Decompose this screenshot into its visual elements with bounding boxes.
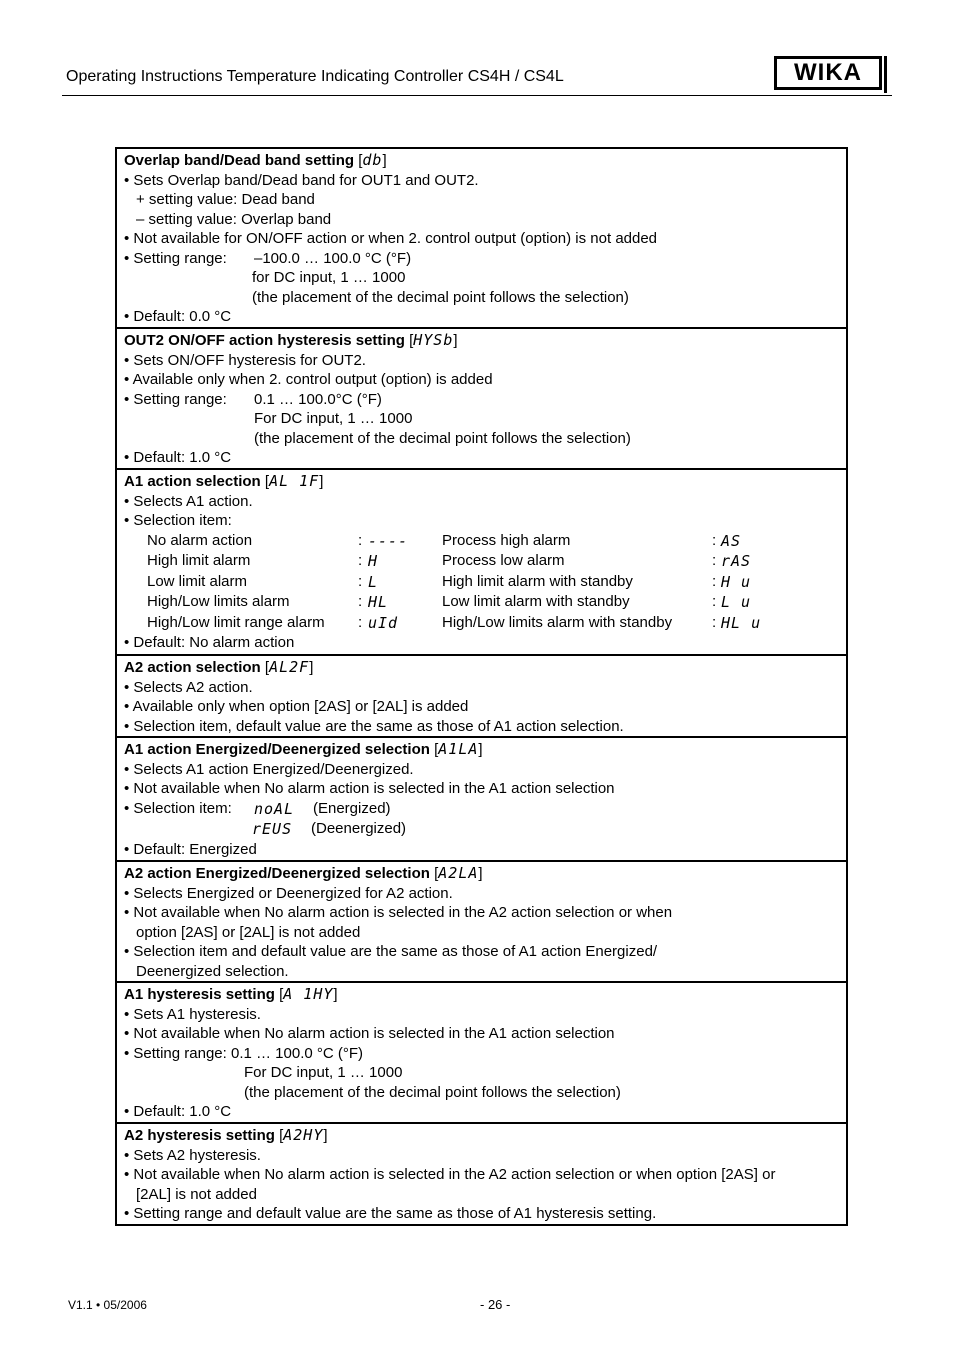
- line: for DC input, 1 … 1000: [252, 269, 406, 286]
- document-header-title: Operating Instructions Temperature Indicating Controller CS4H / CS4L: [66, 68, 564, 85]
- line: [2AL] is not added: [136, 1185, 257, 1203]
- line: For DC input, 1 … 1000: [254, 410, 413, 427]
- segment-code: A2LA: [438, 864, 479, 882]
- section-title: A2 action Energized/Deenergized selection [A2LA]: [124, 864, 483, 882]
- line: • Selects Energized or Deenergized for A2 action.: [124, 884, 453, 902]
- line: • Sets Overlap band/Dead band for OUT1 and OUT2.: [124, 171, 479, 189]
- line: (the placement of the decimal point follows the selection): [244, 1083, 621, 1101]
- segment-code: AL 1F: [269, 472, 320, 490]
- section-a2-hysteresis: [117, 1122, 846, 1224]
- section-out2-hysteresis: [117, 327, 846, 468]
- segment-code: HYSb: [413, 331, 454, 349]
- wika-logo: WIKA: [774, 56, 882, 90]
- line: • Selects A1 action Energized/Deenergized.: [124, 760, 414, 778]
- line: • Available only when option [2AS] or [2AL] is added: [124, 698, 469, 715]
- line: • Selects A1 action.: [124, 492, 253, 510]
- section-title: A1 action Energized/Deenergized selection [A1LA]: [124, 740, 483, 758]
- line: – setting value: Overlap band: [136, 210, 332, 228]
- version-label: V1.1 • 05/2006: [68, 1298, 147, 1312]
- segment-code: A2HY: [283, 1126, 324, 1144]
- segment-code: db: [362, 151, 383, 169]
- line: • Not available when No alarm action is selected in the A2 action selection or when option [2AS] or: [124, 1166, 776, 1183]
- line: • Available only when 2. control output (option) is added: [124, 371, 493, 388]
- segment-code: noAL: [254, 799, 295, 818]
- line: • Sets A1 hysteresis.: [124, 1005, 261, 1023]
- line: • Selection item and default value are the same as those of A1 action Energized/: [124, 943, 658, 960]
- alarm-option-row: Low limit alarm : L High limit alarm with standby : H u: [147, 572, 752, 591]
- line: • Default: No alarm action: [124, 634, 295, 651]
- section-a2-energized-selection: [117, 860, 846, 981]
- line: • Sets ON/OFF hysteresis for OUT2.: [124, 351, 366, 369]
- line: • Default: 1.0 °C: [124, 449, 232, 466]
- line: For DC input, 1 … 1000: [244, 1064, 403, 1081]
- section-title: Overlap band/Dead band setting [db]: [124, 151, 387, 169]
- segment-code: HL: [368, 593, 389, 611]
- line: (the placement of the decimal point follows the selection): [254, 429, 631, 447]
- header-rule: [62, 95, 892, 96]
- line: • Default: 1.0 °C: [124, 1103, 232, 1120]
- segment-code: rAS: [721, 552, 752, 570]
- section-title: OUT2 ON/OFF action hysteresis setting [HYSb]: [124, 331, 458, 349]
- line: • Selection item:: [124, 512, 232, 529]
- line: + setting value: Dead band: [136, 191, 315, 208]
- section-title: A1 hysteresis setting [A 1HY]: [124, 985, 338, 1003]
- line: option [2AS] or [2AL] is not added: [136, 923, 361, 941]
- segment-code: H: [368, 552, 379, 570]
- line: • Setting range: 0.1 … 100.0°C (°F): [124, 390, 382, 408]
- segment-code: L u: [721, 593, 752, 611]
- section-a1-action-selection: [117, 468, 846, 654]
- section-a1-energized-selection: [117, 736, 846, 860]
- line: • Selection item: noAL (Energized): [124, 799, 391, 818]
- line: • Default: Energized: [124, 840, 257, 858]
- section-overlap-dead-band: [117, 149, 846, 327]
- alarm-option-row: High/Low limits alarm : HL Low limit alarm with standby : L u: [147, 593, 752, 611]
- line: • Not available when No alarm action is selected in the A2 action selection or when: [124, 904, 673, 921]
- segment-code: uId: [368, 613, 399, 632]
- section-a1-hysteresis: [117, 981, 846, 1122]
- segment-code: AS: [721, 531, 742, 550]
- line: • Sets A2 hysteresis.: [124, 1146, 261, 1164]
- line: • Selection item, default value are the same as those of A1 action selection.: [124, 717, 624, 735]
- section-a2-action-selection: [117, 654, 846, 736]
- line: rEUS (Deenergized): [252, 820, 407, 838]
- section-title: A2 hysteresis setting [A2HY]: [124, 1126, 328, 1144]
- segment-code: A 1HY: [283, 985, 334, 1003]
- line: • Not available when No alarm action is selected in the A1 action selection: [124, 780, 615, 797]
- line: • Default: 0.0 °C: [124, 308, 232, 325]
- line: Deenergized selection.: [136, 962, 289, 980]
- segment-code: ----: [368, 531, 409, 550]
- line: • Not available for ON/OFF action or when 2. control output (option) is not added: [124, 230, 658, 247]
- alarm-option-row: High limit alarm : H Process low alarm : rAS: [147, 552, 752, 570]
- segment-code: H u: [721, 572, 752, 591]
- parameter-table: [115, 147, 848, 1226]
- alarm-option-row: No alarm action : ---- Process high alarm : AS: [147, 531, 742, 550]
- alarm-option-row: High/Low limit range alarm : uId High/Low limits alarm with standby : HL u: [147, 613, 762, 632]
- line: (the placement of the decimal point follows the selection): [252, 288, 629, 306]
- line: • Not available when No alarm action is selected in the A1 action selection: [124, 1025, 615, 1042]
- segment-code: A1LA: [438, 740, 479, 758]
- section-title: A1 action selection [AL 1F]: [124, 472, 324, 490]
- segment-code: AL2F: [269, 658, 310, 676]
- segment-code: rEUS: [252, 820, 293, 838]
- line: • Setting range: 0.1 … 100.0 °C (°F): [124, 1044, 364, 1062]
- line: • Setting range and default value are the same as those of A1 hysteresis setting.: [124, 1205, 657, 1222]
- page-number: - 26 -: [480, 1297, 511, 1312]
- segment-code: L: [368, 572, 379, 591]
- line: • Selects A2 action.: [124, 678, 253, 696]
- line: • Setting range: –100.0 … 100.0 °C (°F): [124, 249, 412, 267]
- segment-code: HL u: [721, 613, 762, 632]
- section-title: A2 action selection [AL2F]: [124, 658, 314, 676]
